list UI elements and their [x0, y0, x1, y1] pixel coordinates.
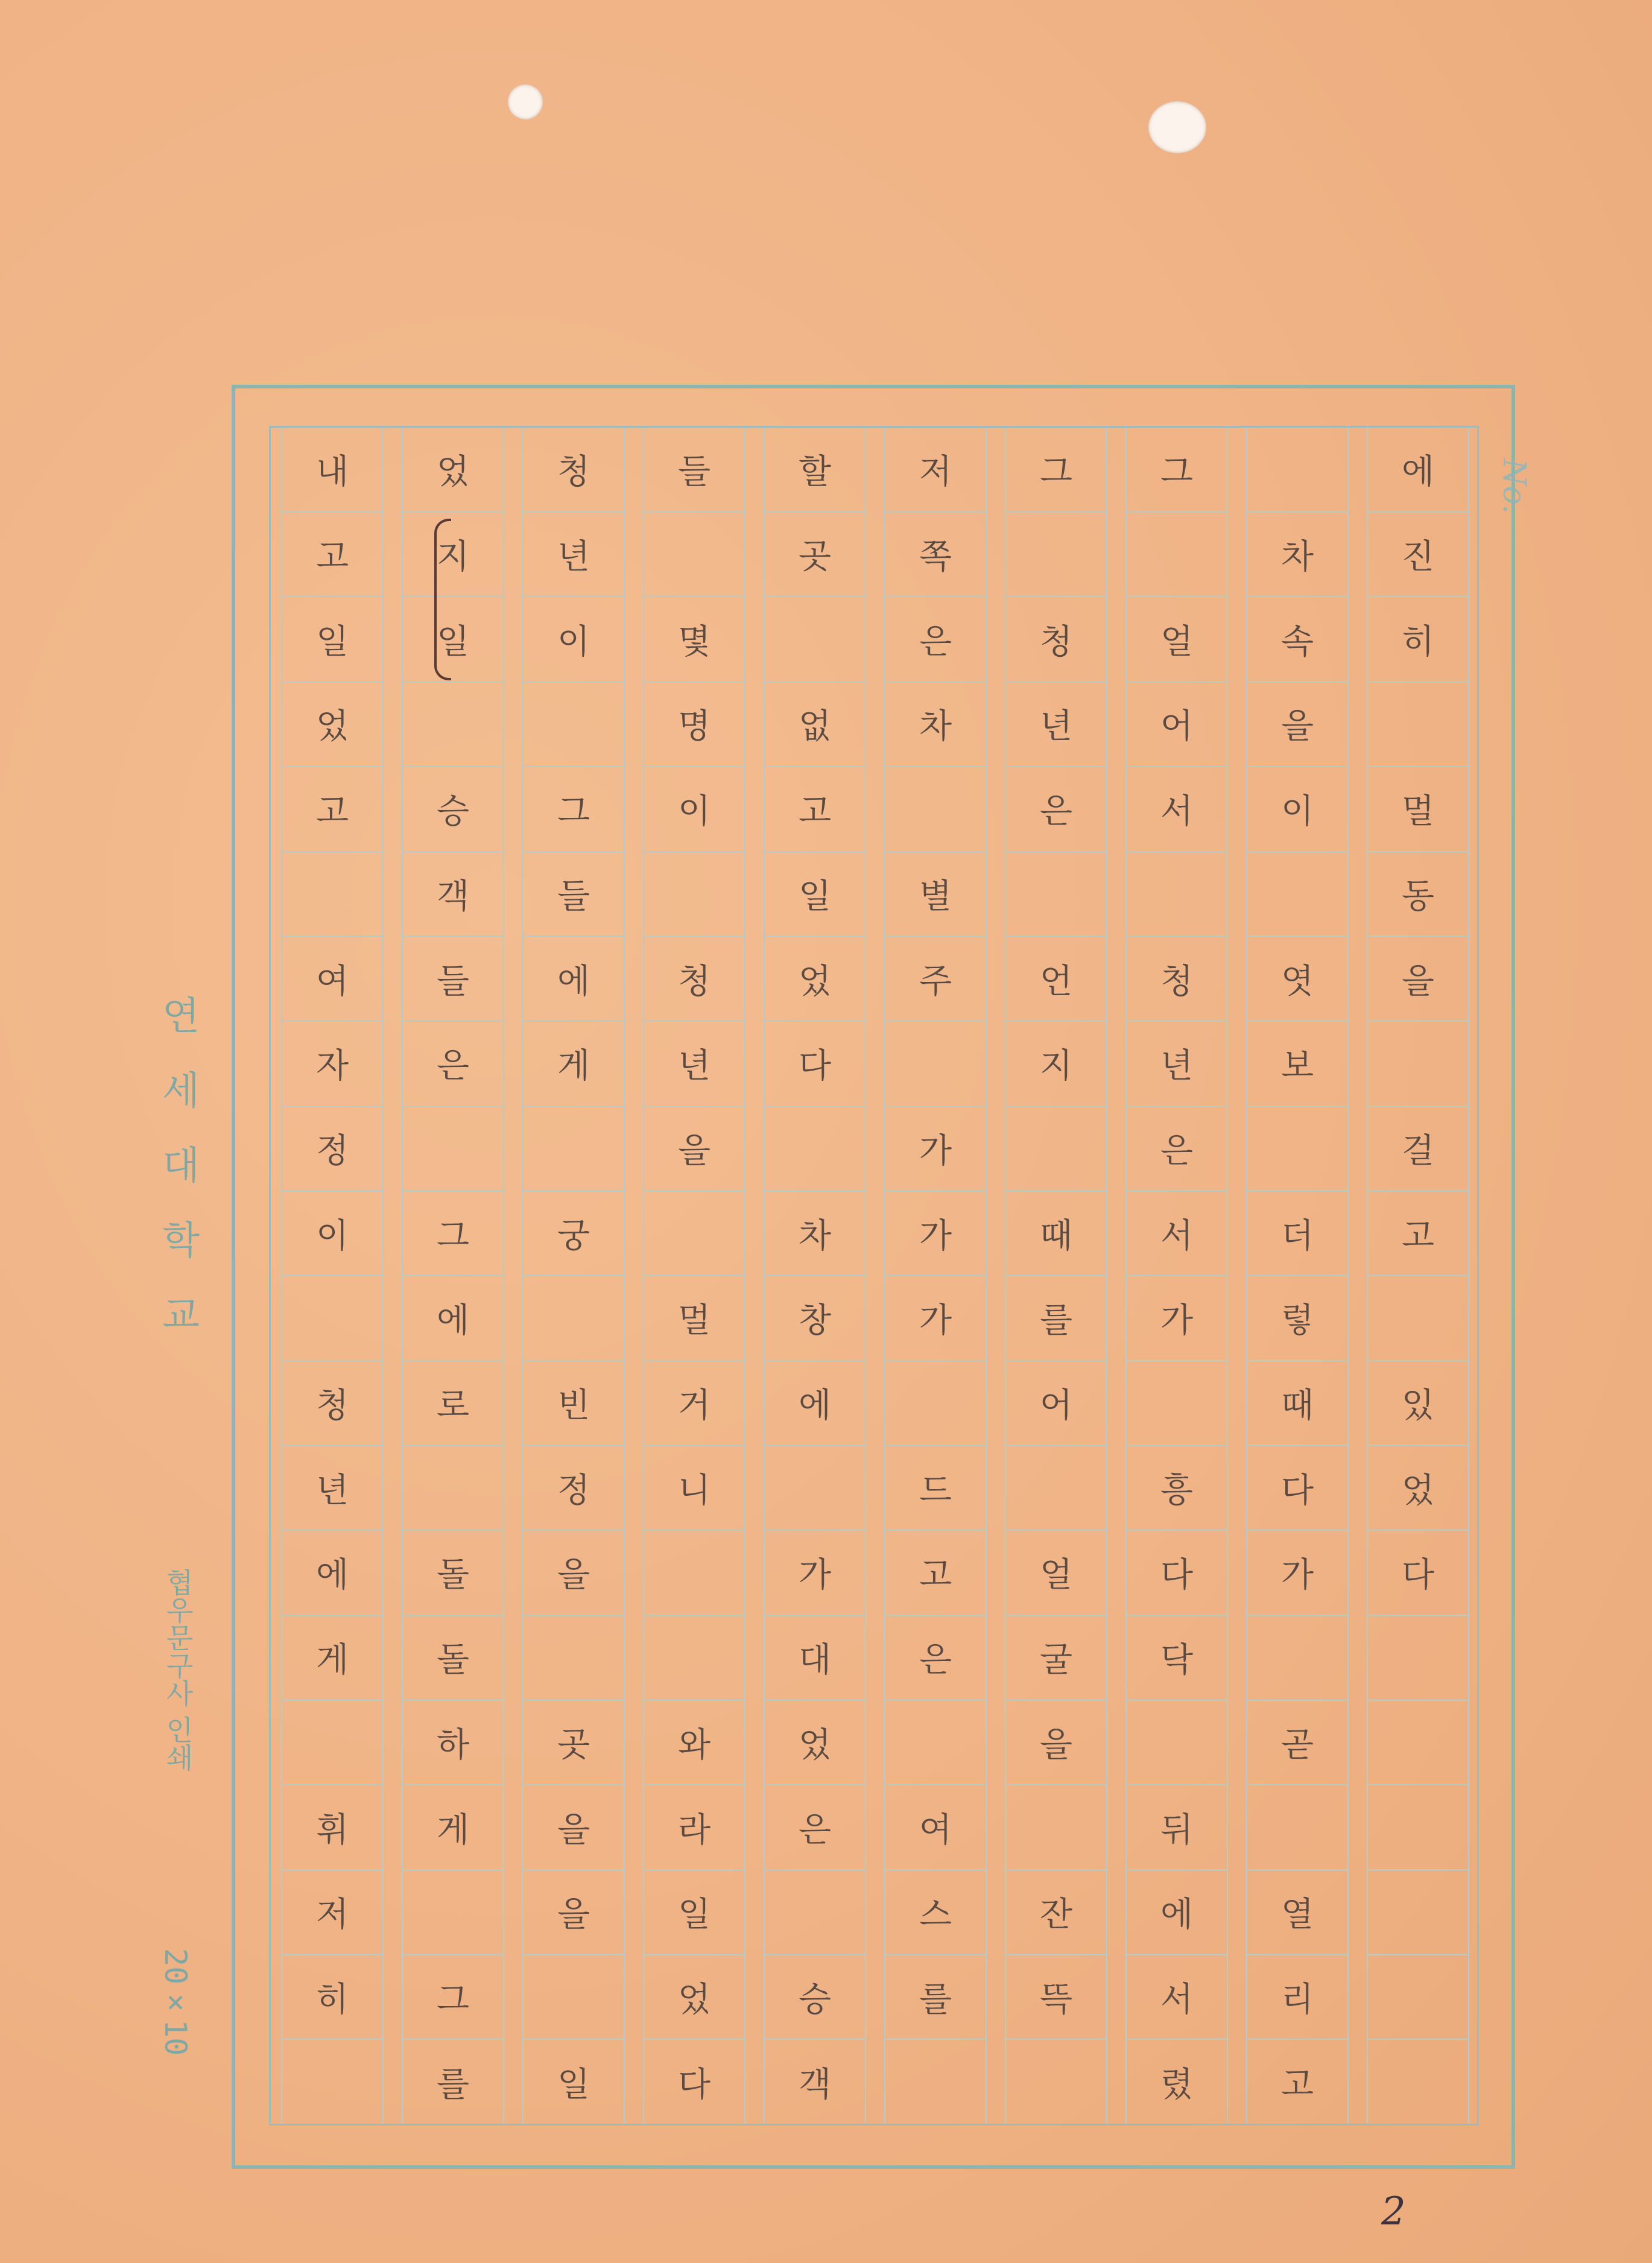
- manuscript-cell: 이: [1247, 767, 1347, 852]
- manuscript-cell: 다: [765, 1022, 865, 1107]
- no-label: No.: [1496, 458, 1532, 514]
- manuscript-cell: 을: [644, 1107, 744, 1192]
- manuscript-cell: [524, 682, 624, 767]
- manuscript-cell: 에: [1368, 428, 1468, 513]
- manuscript-cell: 고: [282, 767, 382, 852]
- manuscript-cell: 을: [1368, 937, 1468, 1022]
- manuscript-cell: 얼: [1006, 1531, 1106, 1616]
- manuscript-cell: 고: [1280, 2065, 1314, 2104]
- manuscript-cell: 보: [1247, 1022, 1347, 1107]
- manuscript-cell: 궁: [524, 1191, 624, 1276]
- manuscript-cell: 을: [524, 1870, 624, 1955]
- manuscript-cell: 와: [644, 1701, 744, 1786]
- manuscript-cell: [885, 1361, 986, 1446]
- manuscript-cell: 은: [1006, 767, 1106, 852]
- manuscript-cell: 에: [524, 937, 624, 1022]
- manuscript-cell: 속: [1247, 597, 1347, 682]
- manuscript-cell: 저: [282, 1870, 382, 1955]
- manuscript-cell: 닥: [1127, 1616, 1227, 1701]
- manuscript-cell: 그: [403, 1191, 503, 1276]
- manuscript-cell: 때: [1006, 1191, 1106, 1276]
- manuscript-cell: 어: [1006, 1361, 1106, 1446]
- manuscript-cell: 창: [765, 1276, 865, 1361]
- manuscript-cell: 다: [1127, 1531, 1227, 1616]
- manuscript-cell: 굴: [1006, 1616, 1106, 1701]
- manuscript-cell: 더: [1247, 1191, 1347, 1276]
- manuscript-cell: 드: [885, 1446, 986, 1531]
- manuscript-cell: 가: [1247, 1531, 1347, 1616]
- punch-hole-left: [508, 84, 543, 119]
- manuscript-cell: 주: [885, 937, 986, 1022]
- manuscript-cell: [765, 597, 865, 682]
- manuscript-cell: [1368, 2040, 1468, 2124]
- manuscript-cell: [885, 2040, 986, 2124]
- manuscript-cell: 멀: [644, 1276, 744, 1361]
- manuscript-cell: 동: [1368, 852, 1468, 937]
- manuscript-cell: 차: [765, 1191, 865, 1276]
- manuscript-cell: 곳: [765, 513, 865, 598]
- manuscript-cell: 를: [436, 2065, 470, 2104]
- manuscript-cell: 그: [1127, 428, 1227, 513]
- manuscript-cell: 고: [765, 767, 865, 852]
- manuscript-cell: [1368, 1022, 1468, 1107]
- manuscript-cell: 할: [765, 428, 865, 513]
- manuscript-cell: 고: [885, 1531, 986, 1616]
- manuscript-column: [643, 428, 745, 2124]
- manuscript-cell: 고: [282, 513, 382, 598]
- manuscript-column: [281, 428, 384, 2124]
- manuscript-cell: 청: [282, 1361, 382, 1446]
- manuscript-cell: 가: [885, 1191, 986, 1276]
- manuscript-cell: 그: [1006, 428, 1106, 513]
- manuscript-cell: 년: [1006, 682, 1106, 767]
- manuscript-cell: 가: [765, 1531, 865, 1616]
- manuscript-cell: 었: [403, 428, 503, 513]
- manuscript-cell: 별: [885, 852, 986, 937]
- manuscript-cell: [282, 1276, 382, 1361]
- manuscript-cell: 잔: [1006, 1870, 1106, 1955]
- manuscript-cell: 었: [765, 937, 865, 1022]
- grid-size-imprint: 20×10: [158, 1948, 193, 2056]
- manuscript-cell: [282, 1701, 382, 1786]
- manuscript-cell: 를: [885, 1955, 986, 2040]
- manuscript-cell: 서: [1127, 1955, 1227, 2040]
- manuscript-cell: 에: [403, 1276, 503, 1361]
- manuscript-cell: 은: [885, 597, 986, 682]
- manuscript-cell: 뜩: [1006, 1955, 1106, 2040]
- manuscript-cell: 여: [885, 1785, 986, 1870]
- manuscript-cell: 그: [524, 767, 624, 852]
- manuscript-cell: 걸: [1368, 1107, 1468, 1192]
- manuscript-column: [522, 428, 625, 2124]
- manuscript-cell: 일: [644, 1870, 744, 1955]
- printer-imprint: 협우문구사 인쇄: [162, 1568, 194, 1771]
- manuscript-cell: 이: [644, 767, 744, 852]
- manuscript-cell: [1006, 1446, 1106, 1531]
- manuscript-column: [1125, 428, 1228, 2124]
- manuscript-cell: 었: [1368, 1446, 1468, 1531]
- manuscript-cell: [1006, 1785, 1106, 1870]
- manuscript-cell: 라: [644, 1785, 744, 1870]
- manuscript-cell: 하: [403, 1701, 503, 1786]
- manuscript-cell: [1247, 428, 1347, 513]
- manuscript-cell: 일: [557, 2065, 590, 2104]
- manuscript-cell: 열: [1247, 1870, 1347, 1955]
- manuscript-cell: 년: [644, 1022, 744, 1107]
- manuscript-cell: [403, 1870, 503, 1955]
- manuscript-cell: [524, 1616, 624, 1701]
- manuscript-cell: 때: [1247, 1361, 1347, 1446]
- manuscript-cell: [1006, 852, 1106, 937]
- manuscript-cell: 진: [1368, 513, 1468, 598]
- manuscript-column: [1246, 428, 1349, 2124]
- manuscript-cell: 객: [403, 852, 503, 937]
- manuscript-cell: 스: [885, 1870, 986, 1955]
- manuscript-cell: 게: [403, 1785, 503, 1870]
- manuscript-cell: [282, 2040, 382, 2124]
- manuscript-cell: [1368, 1276, 1468, 1361]
- manuscript-cell: [1368, 1785, 1468, 1870]
- manuscript-column: [1005, 428, 1107, 2124]
- manuscript-cell: [1006, 513, 1106, 598]
- manuscript-cell: 을: [524, 1531, 624, 1616]
- manuscript-cell: 돌: [403, 1616, 503, 1701]
- manuscript-cell: 년: [524, 513, 624, 598]
- manuscript-cell: 었: [644, 1955, 744, 2040]
- manuscript-cell: 이: [524, 597, 624, 682]
- manuscript-cell: 청: [524, 428, 624, 513]
- manuscript-cell: 히: [282, 1955, 382, 2040]
- manuscript-cell: 엿: [1247, 937, 1347, 1022]
- manuscript-cell: 로: [403, 1361, 503, 1446]
- manuscript-cell: [1247, 852, 1347, 937]
- manuscript-cell: 니: [644, 1446, 744, 1531]
- manuscript-cell: [403, 682, 503, 767]
- manuscript-cell: 내: [282, 428, 382, 513]
- manuscript-cell: 곳: [524, 1701, 624, 1786]
- manuscript-cell: 멀: [1368, 767, 1468, 852]
- manuscript-cell: 이: [282, 1191, 382, 1276]
- manuscript-cell: [1127, 1701, 1227, 1786]
- manuscript-cell: 일: [403, 597, 503, 682]
- manuscript-cell: 객: [798, 2065, 832, 2104]
- manuscript-cell: 를: [1006, 1276, 1106, 1361]
- manuscript-cell: [1368, 682, 1468, 767]
- manuscript-cell: [1127, 852, 1227, 937]
- manuscript-cell: 을: [1247, 682, 1347, 767]
- manuscript-cell: 승: [403, 767, 503, 852]
- manuscript-cell: [885, 1701, 986, 1786]
- manuscript-column: [1367, 428, 1469, 2124]
- manuscript-cell: 게: [524, 1022, 624, 1107]
- manuscript-cell: 들: [524, 852, 624, 937]
- manuscript-grid: [269, 426, 1479, 2125]
- manuscript-cell: 에: [765, 1361, 865, 1446]
- manuscript-cell: 지: [403, 513, 503, 598]
- manuscript-cell: [524, 1276, 624, 1361]
- manuscript-cell: 곧: [1247, 1701, 1347, 1786]
- manuscript-cell: 청: [1006, 597, 1106, 682]
- manuscript-cell: 다: [1247, 1446, 1347, 1531]
- university-imprint: 연세대학교: [155, 995, 200, 1369]
- manuscript-cell: 정: [282, 1107, 382, 1192]
- manuscript-cell: [765, 1446, 865, 1531]
- manuscript-cell: 명: [644, 682, 744, 767]
- manuscript-cell: 차: [1247, 513, 1347, 598]
- manuscript-column: [764, 428, 866, 2124]
- manuscript-cell: 었: [765, 1701, 865, 1786]
- manuscript-cell: [1247, 1107, 1347, 1192]
- manuscript-cell: [1368, 1870, 1468, 1955]
- manuscript-cell: 언: [1006, 937, 1106, 1022]
- manuscript-cell: 들: [644, 428, 744, 513]
- manuscript-cell: 가: [885, 1276, 986, 1361]
- manuscript-cell: 렇: [1247, 1276, 1347, 1361]
- manuscript-cell: 거: [644, 1361, 744, 1446]
- manuscript-cell: 들: [403, 937, 503, 1022]
- manuscript-cell: [1368, 1955, 1468, 2040]
- manuscript-cell: 은: [885, 1616, 986, 1701]
- manuscript-cell: 몇: [644, 597, 744, 682]
- manuscript-cell: 서: [1127, 767, 1227, 852]
- manuscript-cell: [765, 1870, 865, 1955]
- manuscript-column: [402, 428, 504, 2124]
- manuscript-cell: [644, 513, 744, 598]
- manuscript-column: [884, 428, 987, 2124]
- manuscript-cell: 여: [282, 937, 382, 1022]
- manuscript-cell: 정: [524, 1446, 624, 1531]
- manuscript-cell: 저: [885, 428, 986, 513]
- manuscript-cell: 고: [1368, 1191, 1468, 1276]
- manuscript-cell: 있: [1368, 1361, 1468, 1446]
- manuscript-cell: 은: [1127, 1107, 1227, 1192]
- manuscript-cell: 얼: [1127, 597, 1227, 682]
- manuscript-cell: [644, 1191, 744, 1276]
- manuscript-cell: 청: [644, 937, 744, 1022]
- manuscript-cell: [644, 852, 744, 937]
- manuscript-cell: 대: [765, 1616, 865, 1701]
- manuscript-cell: 지: [1006, 1022, 1106, 1107]
- manuscript-cell: 을: [1006, 1701, 1106, 1786]
- manuscript-cell: 가: [885, 1107, 986, 1192]
- manuscript-cell: [1247, 1785, 1347, 1870]
- edit-bracket-mark: [434, 519, 451, 680]
- manuscript-cell: 에: [282, 1531, 382, 1616]
- manuscript-cell: 다: [677, 2065, 711, 2104]
- manuscript-cell: 빈: [524, 1361, 624, 1446]
- manuscript-cell: [1247, 1616, 1347, 1701]
- manuscript-cell: [403, 1446, 503, 1531]
- manuscript-cell: 가: [1127, 1276, 1227, 1361]
- manuscript-cell: 차: [885, 682, 986, 767]
- manuscript-cell: 자: [282, 1022, 382, 1107]
- manuscript-cell: 일: [282, 597, 382, 682]
- manuscript-cell: 렸: [1160, 2065, 1194, 2104]
- manuscript-cell: 일: [765, 852, 865, 937]
- manuscript-cell: [524, 1107, 624, 1192]
- manuscript-cell: [765, 1107, 865, 1192]
- manuscript-cell: 휘: [282, 1785, 382, 1870]
- manuscript-cell: [1127, 1361, 1227, 1446]
- manuscript-cell: 청: [1127, 937, 1227, 1022]
- manuscript-cell: 뒤: [1127, 1785, 1227, 1870]
- manuscript-cell: 없: [765, 682, 865, 767]
- manuscript-cell: 게: [282, 1616, 382, 1701]
- manuscript-cell: 에: [1127, 1870, 1227, 1955]
- manuscript-cell: 서: [1127, 1191, 1227, 1276]
- page-number: 2: [1381, 2189, 1406, 2234]
- manuscript-cell: 그: [403, 1955, 503, 2040]
- manuscript-cell: [1006, 1107, 1106, 1192]
- manuscript-cell: 은: [765, 1785, 865, 1870]
- manuscript-cell: [403, 1107, 503, 1192]
- punch-hole-right: [1148, 101, 1206, 153]
- manuscript-cell: 어: [1127, 682, 1227, 767]
- manuscript-cell: [644, 1531, 744, 1616]
- manuscript-cell: 승: [765, 1955, 865, 2040]
- manuscript-cell: [885, 1022, 986, 1107]
- manuscript-cell: 흥: [1127, 1446, 1227, 1531]
- manuscript-cell: 다: [1368, 1531, 1468, 1616]
- manuscript-cell: 을: [524, 1785, 624, 1870]
- manuscript-cell: 쪽: [885, 513, 986, 598]
- manuscript-cell: [1368, 1701, 1468, 1786]
- manuscript-cell: [1006, 2040, 1106, 2124]
- manuscript-cell: 히: [1368, 597, 1468, 682]
- manuscript-cell: [885, 767, 986, 852]
- manuscript-cell: 은: [403, 1022, 503, 1107]
- manuscript-cell: [282, 852, 382, 937]
- manuscript-cell: 년: [1127, 1022, 1227, 1107]
- manuscript-cell: [1127, 513, 1227, 598]
- manuscript-cell: 리: [1247, 1955, 1347, 2040]
- manuscript-cell: 돌: [403, 1531, 503, 1616]
- manuscript-cell: 었: [282, 682, 382, 767]
- manuscript-cell: [1368, 1616, 1468, 1701]
- manuscript-cell: [524, 1955, 624, 2040]
- manuscript-cell: 년: [282, 1446, 382, 1531]
- manuscript-cell: [644, 1616, 744, 1701]
